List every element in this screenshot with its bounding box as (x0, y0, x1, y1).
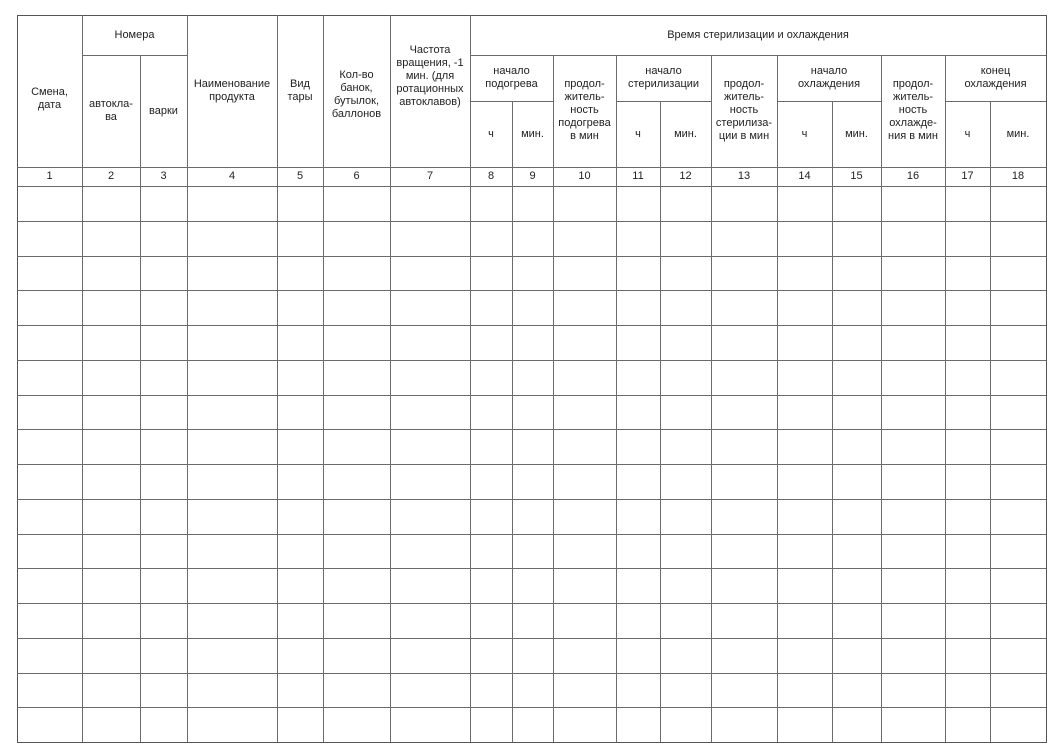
header-autoclave-number: автокла- ва (89, 98, 133, 123)
subheader-hour-17: ч (964, 127, 971, 140)
header-rule-subgroup (616, 101, 711, 102)
table-row-divider (17, 673, 1046, 674)
column-number: 18 (1011, 170, 1025, 182)
column-divider (277, 15, 278, 742)
header-cooling-end: конец охлаждения (964, 65, 1027, 90)
table-row-divider (17, 707, 1046, 708)
header-cooling-duration: продол- житель- ность охлажде- ния в мин (888, 78, 938, 142)
column-number: 3 (160, 170, 167, 182)
header-rule-subgroup (777, 101, 881, 102)
header-sterilization-start: начало стерилизации (627, 65, 700, 90)
table-border (17, 15, 1047, 743)
header-heating-start: начало подогрева (485, 65, 538, 90)
subheader-hour-14: ч (801, 127, 808, 140)
table-row-divider (17, 464, 1046, 465)
column-divider (470, 15, 471, 742)
header-heating-duration: продол- житель- ность подогрева в мин (558, 78, 611, 142)
table-row-divider (17, 395, 1046, 396)
column-number: 16 (906, 170, 920, 182)
header-cooling-start: начало охлаждения (797, 65, 861, 90)
column-divider (990, 101, 991, 742)
table-row-divider (17, 221, 1046, 222)
table-row-divider (17, 568, 1046, 569)
column-number: 1 (46, 170, 53, 182)
column-number: 6 (353, 170, 360, 182)
column-number: 11 (632, 170, 644, 182)
table-row-divider (17, 429, 1046, 430)
header-container-type: Вид тары (287, 78, 313, 103)
column-number: 4 (228, 170, 236, 182)
header-quantity: Кол-во банок, бутылок, баллонов (331, 69, 382, 120)
header-sterilization-duration: продол- житель- ность стерилиза- ции в мин (715, 78, 773, 142)
column-number: 17 (961, 170, 974, 182)
table-row-divider (17, 638, 1046, 639)
subheader-hour-8: ч (488, 127, 494, 140)
header-product-name: Наименование продукта (193, 78, 271, 103)
column-number: 8 (487, 170, 495, 182)
table-row-divider (17, 534, 1046, 535)
header-numbers-group: Номера (114, 28, 155, 41)
table-row-divider (17, 499, 1046, 500)
column-number: 14 (798, 170, 811, 182)
column-number: 12 (679, 170, 692, 182)
column-number: 13 (737, 170, 751, 182)
subheader-hour-11: ч (635, 127, 641, 140)
subheader-minutes-9: мин. (521, 127, 544, 140)
column-number: 2 (107, 170, 115, 182)
subheader-minutes-12: мин. (674, 127, 697, 140)
header-time-group: Время стерилизации и охлаждения (667, 28, 849, 41)
subheader-minutes-15: мин. (845, 127, 868, 140)
number-row-bottom-rule (17, 186, 1046, 187)
table-row-divider (17, 360, 1046, 361)
column-number: 10 (578, 170, 591, 182)
column-number: 5 (296, 170, 304, 182)
column-divider (512, 101, 513, 742)
header-rotation-speed: Частота вращения, -1 мин. (для ротационных автоклавов) (396, 44, 464, 108)
column-divider (187, 15, 188, 742)
column-number: 9 (529, 170, 536, 182)
table-row-divider (17, 325, 1046, 326)
header-rule-time-group (470, 55, 1046, 56)
subheader-minutes-18: мин. (1006, 127, 1030, 140)
column-divider (832, 101, 833, 742)
column-divider (660, 101, 661, 742)
header-bottom-rule (17, 167, 1046, 168)
header-rule-numbers (82, 55, 187, 56)
column-divider (323, 15, 324, 742)
column-number: 15 (850, 170, 863, 182)
column-number: 7 (426, 170, 434, 182)
column-divider (390, 15, 391, 742)
table-row-divider (17, 603, 1046, 604)
header-batch-number: варки (149, 104, 178, 117)
header-shift-date: Смена, дата (31, 85, 68, 111)
header-rule-subgroup (945, 101, 1046, 102)
table-row-divider (17, 290, 1046, 291)
table-row-divider (17, 256, 1046, 257)
column-divider (82, 15, 83, 742)
